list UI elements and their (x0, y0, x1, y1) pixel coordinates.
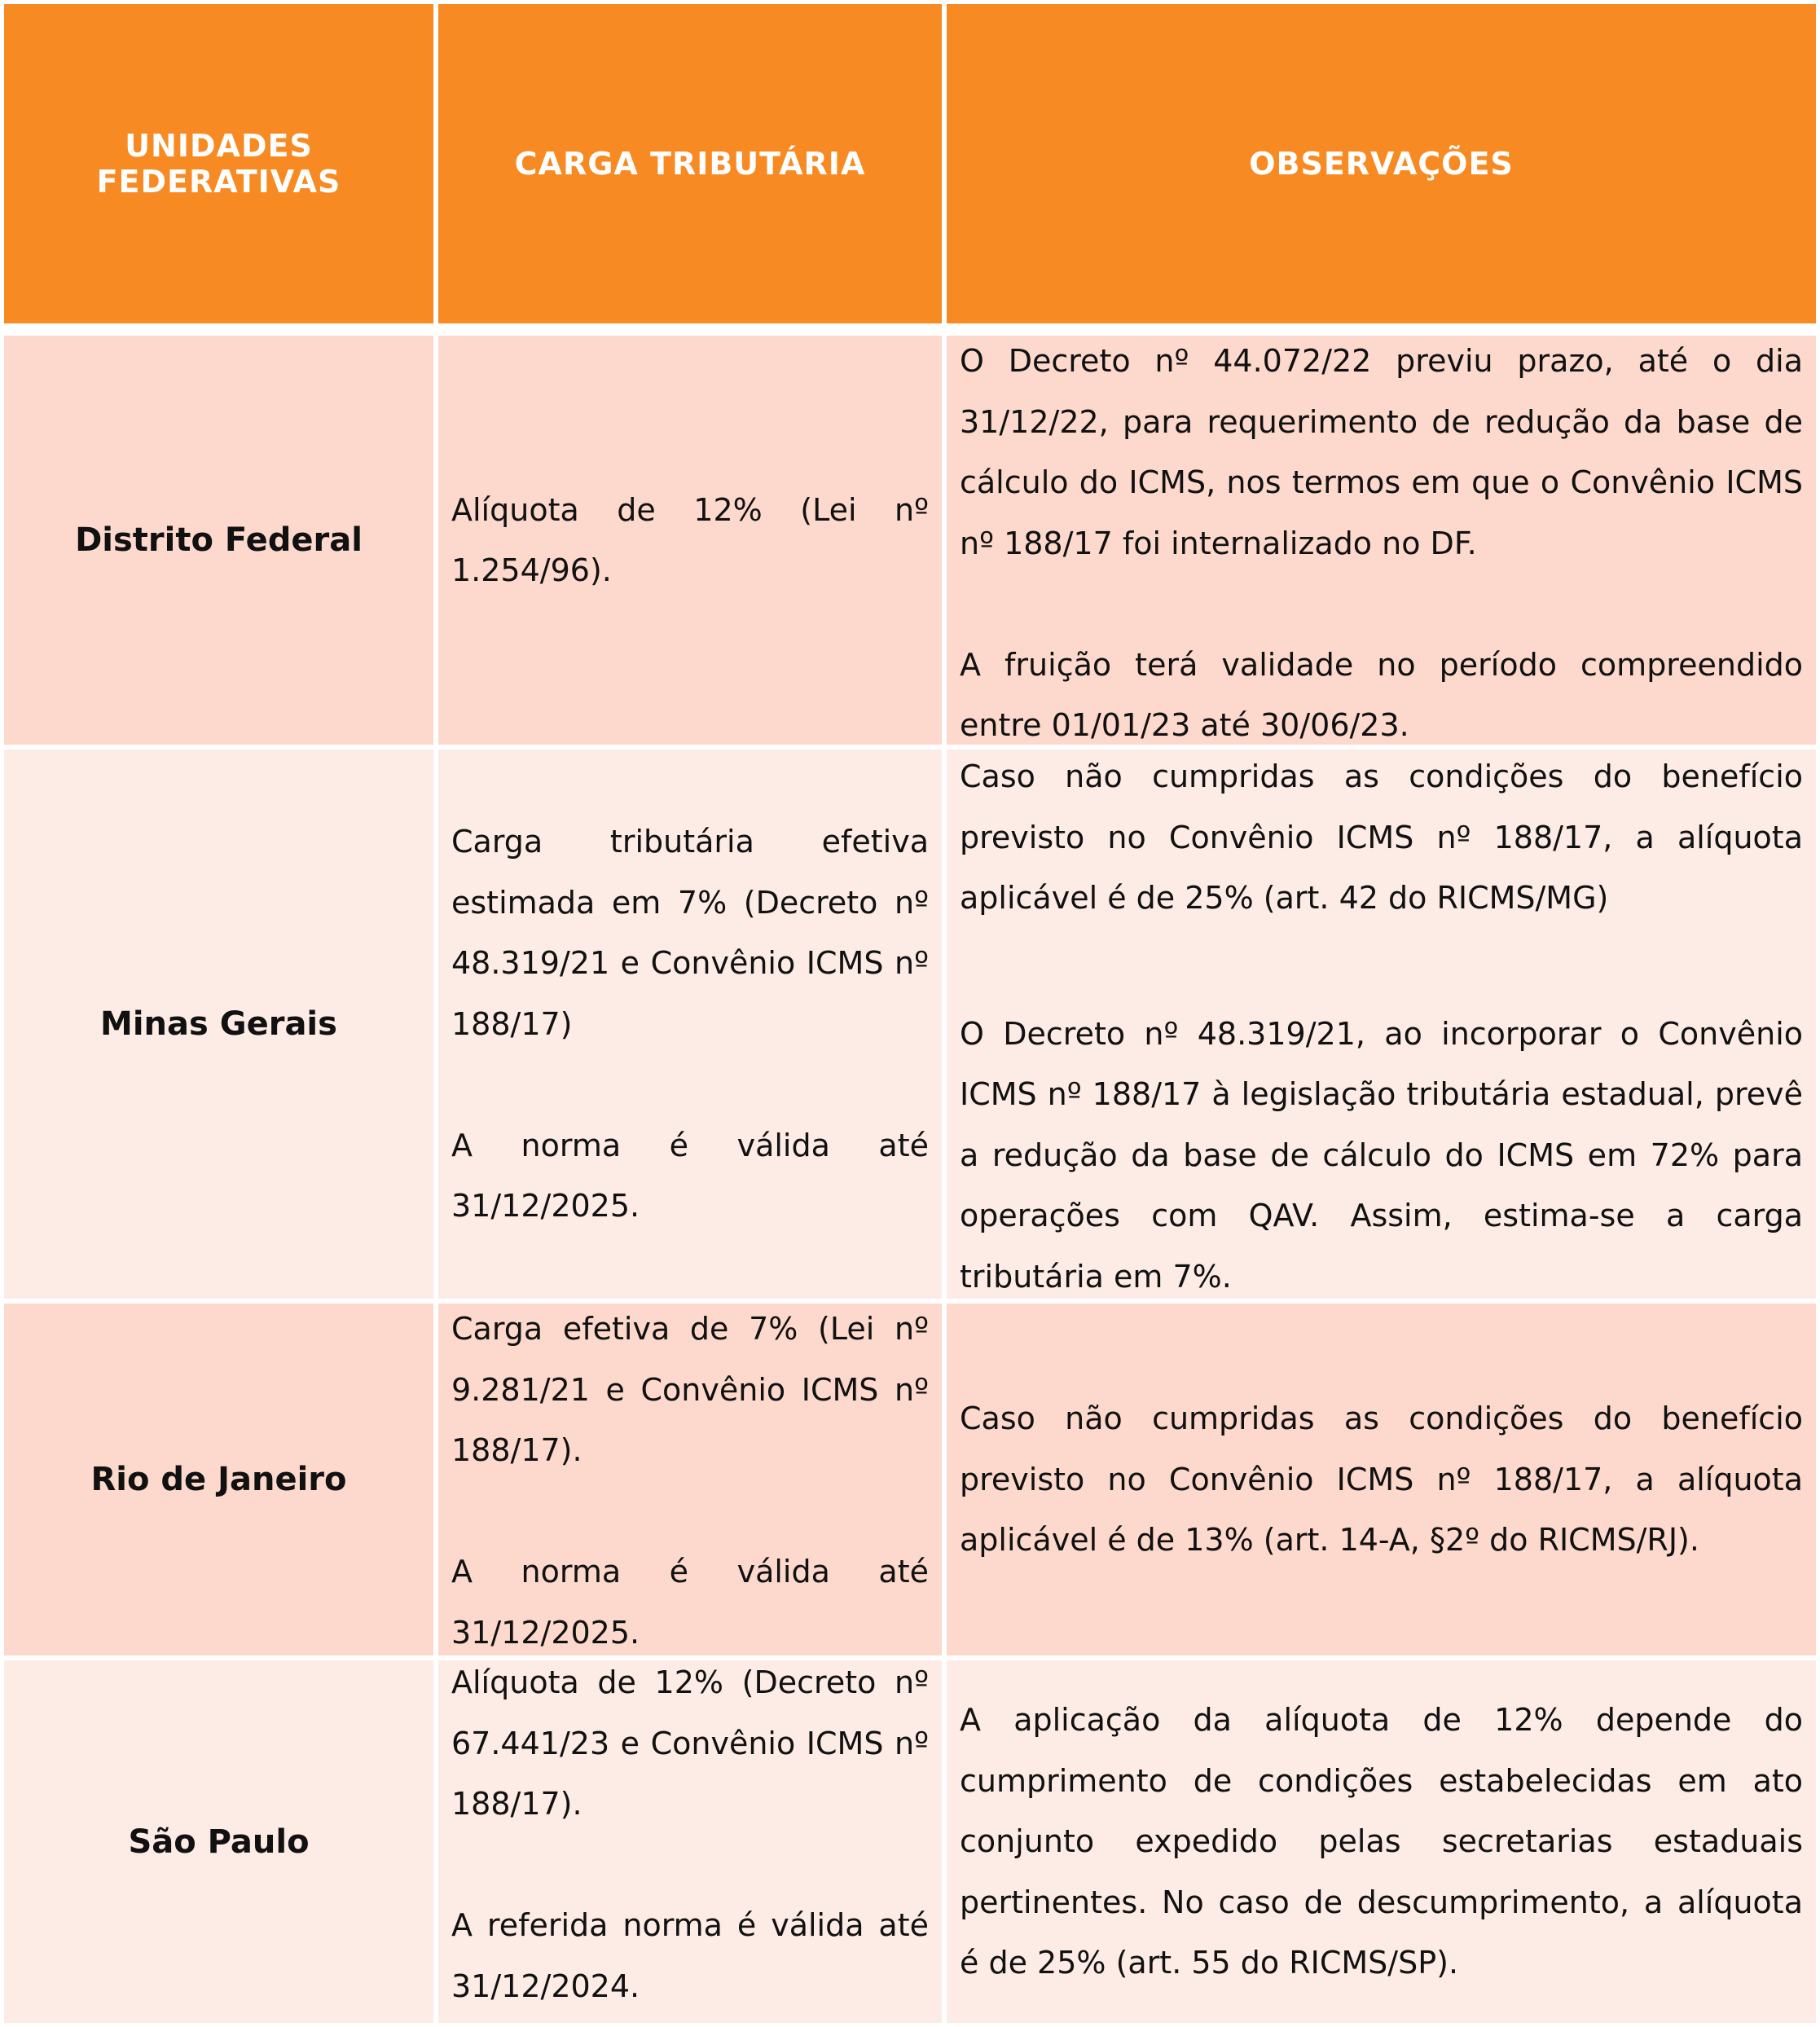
carga-text: A norma é válida até 31/12/2025. (451, 1127, 929, 1225)
header-observacoes: OBSERVAÇÕES (947, 4, 1816, 323)
carga-text: A norma é válida até 31/12/2025. (451, 1554, 929, 1651)
carga-text: Alíquota de 12% (Decreto nº 67.441/23 e Convênio ICMS nº 188/17). (451, 1664, 929, 1822)
obs-text: Caso não cumpridas as condições do benefício previsto no Convênio ICMS nº 188/17, a alíquota aplicável é de 13% (art. 14-A, §2º do RICMS/RJ). (960, 1400, 1803, 1559)
carga-distrito-federal (438, 336, 942, 745)
obs-sao-paulo (947, 1660, 1816, 2023)
obs-text: O Decreto nº 48.319/21, ao incorporar o Convênio ICMS nº 188/17 à legislação tributária estadual, prevê a redução da base de cálculo do ICMS em 72% para operações com QAV. Assim, estima-se a carga tributária em 7%. (960, 1015, 1803, 1295)
carga-minas-gerais (438, 750, 942, 1299)
carga-text: Carga efetiva de 7% (Lei nº 9.281/21 e Convênio ICMS nº 188/17). (451, 1311, 929, 1468)
carga-text: Alíquota de 12% (Lei nº 1.254/96). (451, 491, 929, 588)
carga-rio-de-janeiro (438, 1304, 942, 1655)
carga-text: Carga tributária efetiva estimada em 7% (Decreto nº 48.319/21 e Convênio ICMS nº 188/17) (451, 824, 929, 1042)
state-sao-paulo: São Paulo (4, 1660, 433, 2023)
carga-sao-paulo (438, 1660, 942, 2023)
header-unidades-federativas: UNIDADES FEDERATIVAS (4, 4, 433, 323)
state-minas-gerais: Minas Gerais (4, 750, 433, 1299)
header-carga-tributaria: CARGA TRIBUTÁRIA (438, 4, 942, 323)
obs-minas-gerais (947, 750, 1816, 1299)
state-distrito-federal: Distrito Federal (4, 336, 433, 745)
obs-text: A aplicação da alíquota de 12% depende do cumprimento de condições estabelecidas em ato conjunto expedido pelas secretarias estaduais pertinentes. No caso de descumprimento, a alíquota é de 25% (art. 55 do RICMS/SP). (960, 1702, 1803, 1981)
obs-text: A fruição terá validade no período compreendido entre 01/01/23 até 30/06/23. (960, 646, 1803, 743)
obs-text: O Decreto nº 44.072/22 previu prazo, até o dia 31/12/22, para requerimento de redução da base de cálculo do ICMS, nos termos em que o Convênio ICMS nº 188/17 foi internalizado no DF. (960, 343, 1803, 561)
obs-distrito-federal (947, 336, 1816, 745)
state-rio-de-janeiro: Rio de Janeiro (4, 1304, 433, 1655)
carga-text: A referida norma é válida até 31/12/2024. (451, 1907, 929, 2004)
obs-rio-de-janeiro (947, 1304, 1816, 1655)
obs-text: Caso não cumpridas as condições do benefício previsto no Convênio ICMS nº 188/17, a alíquota aplicável é de 25% (art. 42 do RICMS/MG) (960, 758, 1803, 916)
